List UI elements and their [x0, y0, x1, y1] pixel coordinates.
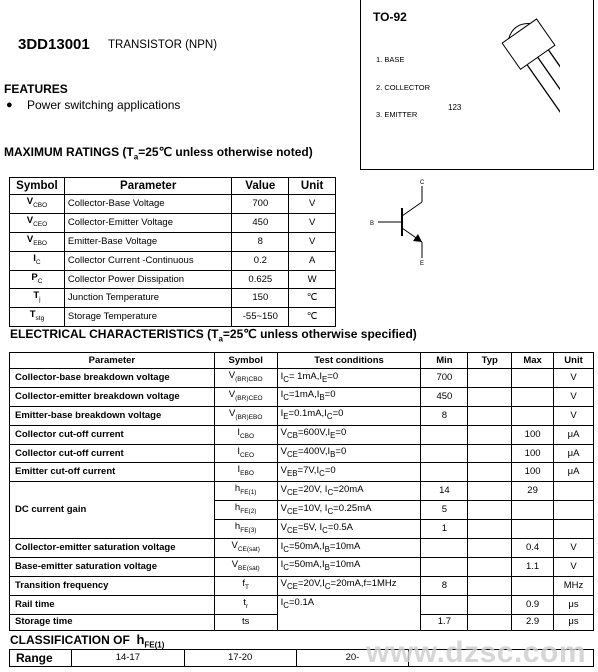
typ-cell	[468, 463, 512, 482]
unit-cell: V	[289, 213, 336, 232]
table-row	[10, 213, 336, 232]
value-cell: 8	[232, 232, 289, 251]
parameter-cell: Collector cut-off current	[10, 425, 215, 444]
unit-cell	[554, 501, 594, 520]
part-description: TRANSISTOR (NPN)	[108, 39, 218, 51]
parameter-cell: Storage Temperature	[64, 308, 232, 327]
parameter-cell: Emitter cut-off current	[10, 463, 215, 482]
value-cell: 150	[232, 289, 289, 308]
parameter-cell: Collector Current -Continuous	[64, 251, 232, 270]
bullet-icon: ●	[6, 99, 13, 111]
parameter-cell: Collector cut-off current	[10, 444, 215, 463]
min-cell: 5	[421, 501, 468, 520]
range-cell: 20-	[296, 650, 409, 667]
table-row	[10, 595, 594, 614]
symbol-cell: $h_{FE(2)}$	[214, 501, 277, 520]
typ-cell	[468, 482, 512, 501]
min-cell: 450	[421, 387, 468, 406]
symbol-cell: $T_j$	[10, 289, 65, 308]
symbol-cell: $I_C$	[10, 251, 65, 270]
part-number: 3DD13001	[18, 36, 90, 53]
typ-cell	[468, 520, 512, 539]
unit-cell: MHz	[554, 576, 594, 595]
table-row	[10, 539, 594, 558]
symbol-cell: $V_{EBO}$	[10, 232, 65, 251]
condition-cell: $V_{CE}=400V,I_B=0$	[277, 444, 421, 463]
unit-cell: μA	[554, 463, 594, 482]
symbol-cell: $h_{FE(1)}$	[214, 482, 277, 501]
table-header: Typ	[468, 353, 512, 369]
symbol-cell: $V_{(BR)EBO}$	[214, 406, 277, 425]
min-cell	[421, 595, 468, 614]
to92-package-drawing	[440, 18, 560, 128]
condition-cell: $V_{CB}=600V,I_E=0$	[277, 425, 421, 444]
typ-cell	[468, 595, 512, 614]
unit-cell	[554, 482, 594, 501]
value-cell: 700	[232, 195, 289, 214]
typ-cell	[468, 369, 512, 388]
min-cell	[421, 463, 468, 482]
unit-cell: ℃	[289, 289, 336, 308]
typ-cell	[468, 501, 512, 520]
symbol-cell: $V_{(BR)CBO}$	[214, 369, 277, 388]
unit-cell: V	[289, 195, 336, 214]
table-header: Symbol	[214, 353, 277, 369]
pin-label-collector: 2. COLLECTOR	[376, 83, 431, 92]
condition-cell: $V_{EB}=7V,I_C=0$	[277, 463, 421, 482]
symbol-cell: $h_{FE(3)}$	[214, 520, 277, 539]
npn-transistor-symbol	[368, 178, 438, 266]
max-cell: 2.9	[512, 614, 554, 630]
table-row	[10, 251, 336, 270]
symbol-cell: $I_{EBO}$	[214, 463, 277, 482]
table-header: Min	[421, 353, 468, 369]
unit-cell: μs	[554, 614, 594, 630]
condition-cell: $I_C=50mA,I_B=10mA$	[277, 539, 421, 558]
parameter-cell: Emitter-Base Voltage	[64, 232, 232, 251]
table-row	[10, 270, 336, 289]
range-cell: 17-20	[184, 650, 296, 667]
table-row	[10, 195, 336, 214]
parameter-cell: Storage time	[10, 614, 215, 630]
electrical-table	[9, 352, 594, 631]
table-row	[10, 369, 594, 388]
table-header: Parameter	[10, 353, 215, 369]
symbol-cell: $V_{BE(sat)}$	[214, 557, 277, 576]
parameter-cell: Collector Power Dissipation	[64, 270, 232, 289]
feature-item: Power switching applications	[27, 98, 181, 112]
symbol-cell: $f_T$	[214, 576, 277, 595]
package-name: TO-92	[373, 10, 407, 24]
unit-cell: μA	[554, 425, 594, 444]
table-row	[10, 576, 594, 595]
table-row	[10, 482, 594, 501]
typ-cell	[468, 614, 512, 630]
condition-cell: $V_{CE}=20V$, $I_C=20mA$	[277, 482, 421, 501]
parameter-cell: Collector-Base Voltage	[64, 195, 232, 214]
electrical-title: ELECTRICAL CHARACTERISTICS ($T_a=25℃$ unless otherwise specified)	[10, 327, 417, 344]
unit-cell: V	[554, 369, 594, 388]
max-cell: 100	[512, 425, 554, 444]
condition-cell: $I_C=1mA,I_B=0$	[277, 387, 421, 406]
unit-cell: ℃	[289, 308, 336, 327]
symbol-cell: $V_{CE(sat)}$	[214, 539, 277, 558]
condition-cell: $I_C= 1mA,I_E=0$	[277, 369, 421, 388]
symbol-cell: $I_{CEO}$	[214, 444, 277, 463]
condition-cell: $I_C=0.1A$	[277, 595, 421, 630]
pin-label-base: 1. BASE	[376, 55, 405, 64]
max-cell: 0.4	[512, 539, 554, 558]
symbol-cell: $t_r$	[214, 595, 277, 614]
unit-cell: V	[554, 557, 594, 576]
table-row	[10, 387, 594, 406]
max-cell: 1.1	[512, 557, 554, 576]
symbol-cell: $I_{CBO}$	[214, 425, 277, 444]
max-cell	[512, 520, 554, 539]
table-row	[10, 463, 594, 482]
min-cell	[421, 425, 468, 444]
max-cell	[512, 387, 554, 406]
max-ratings-table	[9, 177, 336, 327]
max-cell: 0.9	[512, 595, 554, 614]
typ-cell	[468, 425, 512, 444]
symbol-cell: $V_{(BR)CEO}$	[214, 387, 277, 406]
parameter-cell: Base-emitter saturation voltage	[10, 557, 215, 576]
table-header: Symbol	[10, 178, 65, 195]
typ-cell	[468, 539, 512, 558]
max-cell: 29	[512, 482, 554, 501]
pin-label-emitter: 3. EMITTER	[376, 110, 418, 119]
unit-cell: V	[289, 232, 336, 251]
parameter-cell: DC current gain	[10, 482, 215, 539]
table-header: Unit	[289, 178, 336, 195]
parameter-cell: Transition frequency	[10, 576, 215, 595]
typ-cell	[468, 557, 512, 576]
table-row	[10, 406, 594, 425]
parameter-cell: Emitter-base breakdown voltage	[10, 406, 215, 425]
symbol-label-collector: C	[420, 180, 425, 186]
condition-cell: $V_{CE}=5V$, $I_C=0.5A$	[277, 520, 421, 539]
table-header: Max	[512, 353, 554, 369]
classification-title: CLASSIFICATION OF $h_{FE(1)}$	[10, 632, 165, 650]
parameter-cell: Collector-base breakdown voltage	[10, 369, 215, 388]
min-cell: 700	[421, 369, 468, 388]
watermark: www.dzsc.com	[366, 636, 586, 669]
min-cell: 8	[421, 576, 468, 595]
symbol-label-base: B	[370, 221, 375, 227]
table-row	[10, 444, 594, 463]
value-cell: 0.2	[232, 251, 289, 270]
min-cell: 14	[421, 482, 468, 501]
table-row	[10, 308, 336, 327]
parameter-cell: Collector-Emitter Voltage	[64, 213, 232, 232]
symbol-cell: ts	[214, 614, 277, 630]
max-cell	[512, 369, 554, 388]
min-cell	[421, 444, 468, 463]
value-cell: -55~150	[232, 308, 289, 327]
min-cell: 1	[421, 520, 468, 539]
typ-cell	[468, 387, 512, 406]
table-row	[10, 289, 336, 308]
table-header: Parameter	[64, 178, 232, 195]
pin-numbers: 123	[448, 103, 462, 112]
unit-cell: W	[289, 270, 336, 289]
parameter-cell: Junction Temperature	[64, 289, 232, 308]
table-header: Value	[232, 178, 289, 195]
condition-cell: $I_C=50mA,I_B=10mA$	[277, 557, 421, 576]
range-cell: 14-17	[71, 650, 184, 667]
max-cell: 100	[512, 444, 554, 463]
typ-cell	[468, 406, 512, 425]
parameter-cell: Rail time	[10, 595, 215, 614]
symbol-cell: $V_{CBO}$	[10, 195, 65, 214]
unit-cell: V	[554, 539, 594, 558]
unit-cell: μA	[554, 444, 594, 463]
max-ratings-title: MAXIMUM RATINGS ($T_a=25℃$ unless otherwise noted)	[4, 145, 313, 162]
table-header: Test conditions	[277, 353, 421, 369]
min-cell	[421, 539, 468, 558]
min-cell: 8	[421, 406, 468, 425]
min-cell: 1.7	[421, 614, 468, 630]
unit-cell: μs	[554, 595, 594, 614]
typ-cell	[468, 444, 512, 463]
symbol-cell: $P_C$	[10, 270, 65, 289]
unit-cell: V	[554, 387, 594, 406]
unit-cell: V	[554, 406, 594, 425]
max-cell: 100	[512, 463, 554, 482]
value-cell: 450	[232, 213, 289, 232]
table-row	[10, 557, 594, 576]
symbol-cell: $V_{CEO}$	[10, 213, 65, 232]
table-row	[10, 232, 336, 251]
table-header: Unit	[554, 353, 594, 369]
max-cell	[512, 406, 554, 425]
symbol-cell: $T_{stg}$	[10, 308, 65, 327]
range-label: Range	[10, 650, 72, 667]
symbol-label-emitter: E	[420, 261, 425, 266]
features-title: FEATURES	[4, 82, 68, 96]
condition-cell: $V_{CE}=10V$, $I_C=0.25mA$	[277, 501, 421, 520]
unit-cell	[554, 520, 594, 539]
table-row	[10, 425, 594, 444]
condition-cell: $I_E=0.1mA,I_C=0$	[277, 406, 421, 425]
max-cell	[512, 501, 554, 520]
max-cell	[512, 576, 554, 595]
parameter-cell: Collector-emitter breakdown voltage	[10, 387, 215, 406]
condition-cell: $V_{CE}=20V,I_C=20mA,f=1MHz$	[277, 576, 421, 595]
min-cell	[421, 557, 468, 576]
value-cell: 0.625	[232, 270, 289, 289]
typ-cell	[468, 576, 512, 595]
parameter-cell: Collector-emitter saturation voltage	[10, 539, 215, 558]
unit-cell: A	[289, 251, 336, 270]
